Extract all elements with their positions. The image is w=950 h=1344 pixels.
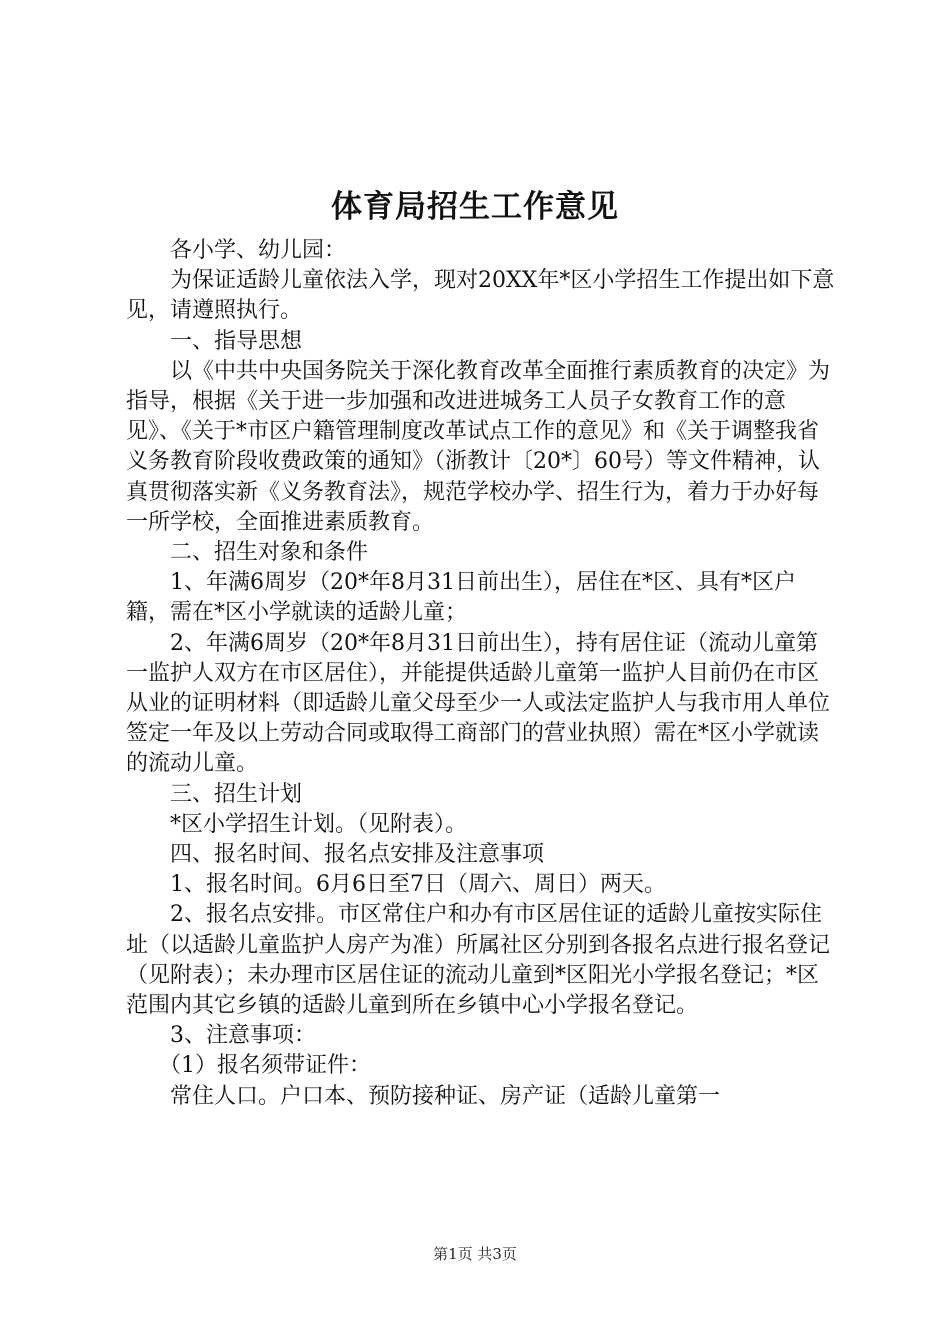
eligibility-item-1: 1、年满6周岁（20*年8月31日前出生），居住在*区、具有*区户籍，需在*区小学就读的适龄儿童；	[126, 570, 796, 626]
section-heading-enrollment-plan: 三、招生计划	[170, 781, 303, 807]
eligibility-item-2: 2、年满6周岁（20*年8月31日前出生），持有居住证（流动儿童第一监护人双方在市区居住），并能提供适龄儿童第一监护人目前仍在市区从业的证明材料（即适龄儿童父母至少一人或法定监护人与我市用人单位签定一年及以上劳动合同或取得工商部门的营业执照）需在*区小学就读的流动儿童。	[126, 630, 831, 777]
section-heading-guiding-principles: 一、指导思想	[170, 328, 303, 354]
section-heading-registration: 四、报名时间、报名点安排及注意事项	[170, 842, 545, 868]
salutation: 各小学、幼儿园：	[170, 238, 347, 263]
document-body	[126, 236, 838, 1112]
required-documents-paragraph: 常住人口。户口本、预防接种证、房产证（适龄儿童第一	[170, 1083, 721, 1109]
registration-time-paragraph: 1、报名时间。6月6日至7日（周六、周日）两天。	[170, 872, 666, 898]
required-documents-heading: （1）报名须带证件：	[159, 1053, 371, 1079]
registration-location-paragraph: 2、报名点安排。市区常住户和办有市区居住证的适龄儿童按实际住址（以适龄儿童监护人房产为准）所属社区分别到各报名点进行报名登记（见附表）；未办理市区居住证的流动儿童到*区阳光小学报名登记；*区范围内其它乡镇的适龄儿童到所在乡镇中心小学报名登记。	[126, 902, 831, 1019]
enrollment-plan-paragraph: *区小学招生计划。（见附表）。	[170, 811, 468, 837]
notes-heading: 3、注意事项：	[170, 1023, 316, 1049]
page-number-footer: 第1页 共3页	[433, 1245, 517, 1263]
guiding-principles-paragraph: 以《中共中央国务院关于深化教育改革全面推行素质教育的决定》为指导，根据《关于进一步加强和改进进城务工人员子女教育工作的意见》、《关于*市区户籍管理制度改革试点工作的意见》和《关于调整我省义务教育阶段收费政策的通知》（浙教计〔20*〕60号）等文件精神，认真贯彻落实新《义务教育法》，规范学校办学、招生行为，着力于办好每一所学校，全面推进素质教育。	[126, 358, 831, 535]
document-title: 体育局招生工作意见	[331, 189, 619, 225]
section-heading-eligibility: 二、招生对象和条件	[170, 540, 369, 566]
intro-paragraph: 为保证适龄儿童依法入学，现对20XX年*区小学招生工作提出如下意见，请遵照执行。	[126, 268, 835, 324]
